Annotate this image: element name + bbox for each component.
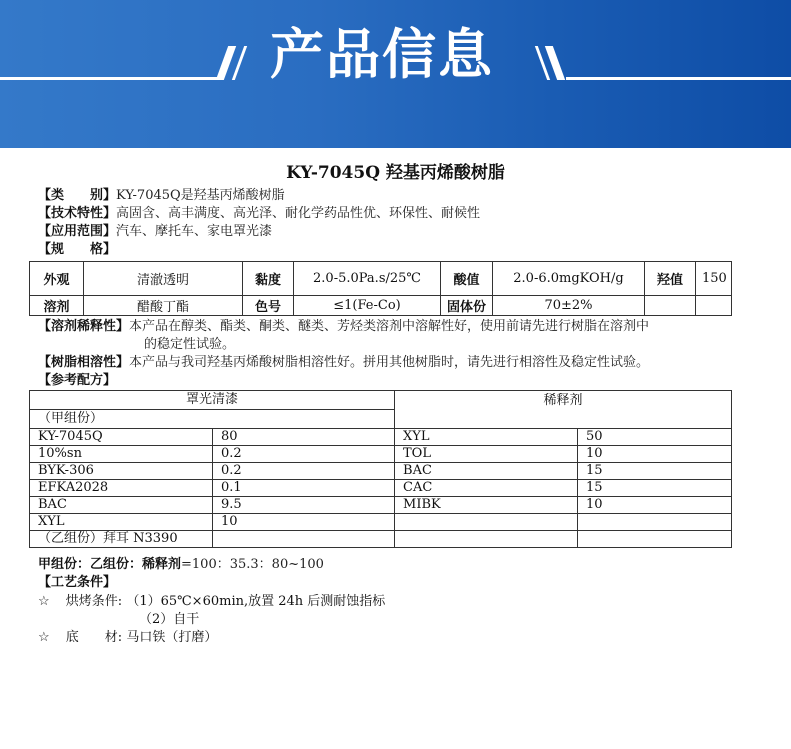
clear-coat-header: 罩光清漆 xyxy=(30,391,395,410)
ingredient-amount: 0.2 xyxy=(213,463,395,480)
product-title: KY-7045Q 羟基丙烯酸树脂 xyxy=(286,163,505,183)
ingredient-name: EFKA2028 xyxy=(30,480,213,497)
part-a-label: （甲组份） xyxy=(30,410,395,429)
spec-value: ≤1(Fe-Co) xyxy=(294,296,441,316)
formula-row xyxy=(30,497,732,514)
process-item-baking xyxy=(38,593,385,611)
solvent-dilution-continued xyxy=(144,336,235,354)
field-value: KY-7045Q是羟基丙烯酸树脂 xyxy=(116,188,285,203)
formula-row xyxy=(30,514,732,531)
field-label: 【技术特性】 xyxy=(38,206,117,221)
spec-value: 2.0-5.0Pa.s/25℃ xyxy=(294,262,441,296)
ratio-value: =100：35.3：80~100 xyxy=(181,557,324,572)
spec-value xyxy=(696,296,732,316)
formula-row xyxy=(30,429,732,446)
spec-row xyxy=(30,262,732,296)
ingredient-amount xyxy=(213,531,395,548)
field-label: 【类 别】 xyxy=(38,188,117,203)
field-specification xyxy=(38,241,116,259)
star-icon: ☆ xyxy=(38,630,50,645)
ingredient-name: BYK-306 xyxy=(30,463,213,480)
spec-label: 酸值 xyxy=(441,262,493,296)
header-banner xyxy=(0,0,791,148)
ingredient-amount: 0.2 xyxy=(213,446,395,463)
spec-label: 固体份 xyxy=(441,296,493,316)
reference-formula-heading xyxy=(38,372,116,390)
spec-label: 色号 xyxy=(243,296,294,316)
ingredient-name: BAC xyxy=(30,497,213,514)
ingredient-amount: 80 xyxy=(213,429,395,446)
spec-label xyxy=(645,296,696,316)
diluent-amount: 10 xyxy=(578,497,732,514)
ingredient-name: XYL xyxy=(30,514,213,531)
spec-row xyxy=(30,296,732,316)
diluent-name: BAC xyxy=(395,463,578,480)
field-tech-features xyxy=(38,205,480,223)
field-label: 【树脂相溶性】 xyxy=(38,355,130,370)
diluent-name xyxy=(395,514,578,531)
star-icon: ☆ xyxy=(38,594,50,609)
diluent-name: XYL xyxy=(395,429,578,446)
field-label: 【参考配方】 xyxy=(38,373,117,388)
diluent-amount: 10 xyxy=(578,446,732,463)
field-label: 【应用范围】 xyxy=(38,224,117,239)
solvent-dilution xyxy=(38,318,738,336)
banner-line-right xyxy=(566,77,791,80)
diluent-amount: 15 xyxy=(578,463,732,480)
process-item-substrate xyxy=(38,629,217,647)
field-value: 汽车、摩托车、家电罩光漆 xyxy=(116,224,273,239)
process-value: （2）自干 xyxy=(139,612,200,627)
spec-label: 黏度 xyxy=(243,262,294,296)
field-label: 【溶剂稀释性】 xyxy=(38,319,130,334)
spec-value: 70±2% xyxy=(493,296,645,316)
formula-header-row xyxy=(30,391,732,410)
spec-label: 外观 xyxy=(30,262,84,296)
formula-row xyxy=(30,531,732,548)
diluent-amount xyxy=(578,531,732,548)
ingredient-amount: 10 xyxy=(213,514,395,531)
formula-row xyxy=(30,463,732,480)
formula-row xyxy=(30,480,732,497)
spec-value: 2.0-6.0mgKOH/g xyxy=(493,262,645,296)
diluent-header: 稀释剂 xyxy=(395,391,732,429)
diluent-name: TOL xyxy=(395,446,578,463)
ingredient-amount: 9.5 xyxy=(213,497,395,514)
field-value: 高固含、高丰满度、高光泽、耐化学药品性优、环保性、耐候性 xyxy=(116,206,481,221)
ingredient-name: （乙组份）拜耳 N3390 xyxy=(30,531,213,548)
formula-table xyxy=(29,390,732,548)
ingredient-name: 10%sn xyxy=(30,446,213,463)
diluent-amount xyxy=(578,514,732,531)
diluent-name xyxy=(395,531,578,548)
process-label: 烘烤条件: xyxy=(65,594,123,609)
spec-label: 溶剂 xyxy=(30,296,84,316)
ratio-label: 甲组份：乙组份：稀释剂 xyxy=(38,557,182,572)
spec-table xyxy=(29,261,732,316)
field-category xyxy=(38,187,285,205)
process-value: 马口铁（打磨） xyxy=(126,630,218,645)
banner-title: 产品信息 xyxy=(270,23,494,86)
diluent-amount: 15 xyxy=(578,480,732,497)
process-item-baking-line2 xyxy=(139,611,199,629)
field-application xyxy=(38,223,272,241)
diluent-amount: 50 xyxy=(578,429,732,446)
resin-compatibility xyxy=(38,354,649,372)
field-label: 【工艺条件】 xyxy=(38,575,117,590)
spec-value: 清澈透明 xyxy=(84,262,243,296)
ingredient-name: KY-7045Q xyxy=(30,429,213,446)
process-label: 底 材: xyxy=(65,630,123,645)
process-value: （1）65℃×60min,放置 24h 后测耐蚀指标 xyxy=(126,594,386,609)
field-value: 的稳定性试验。 xyxy=(144,337,236,352)
process-conditions-heading xyxy=(38,574,116,592)
field-label: 【规 格】 xyxy=(38,242,117,257)
spec-value: 醋酸丁酯 xyxy=(84,296,243,316)
field-value: 本产品在醇类、酯类、酮类、醚类、芳烃类溶剂中溶解性好，使用前请先进行树脂在溶剂中 xyxy=(129,319,650,334)
banner-line-left xyxy=(0,77,218,80)
field-value: 本产品与我司羟基丙烯酸树脂相溶性好。拼用其他树脂时，请先进行相溶性及稳定性试验。 xyxy=(129,355,650,370)
diluent-name: MIBK xyxy=(395,497,578,514)
mix-ratio xyxy=(38,556,324,574)
spec-label: 羟值 xyxy=(645,262,696,296)
formula-row xyxy=(30,446,732,463)
ingredient-amount: 0.1 xyxy=(213,480,395,497)
diluent-name: CAC xyxy=(395,480,578,497)
spec-value: 150 xyxy=(696,262,732,296)
